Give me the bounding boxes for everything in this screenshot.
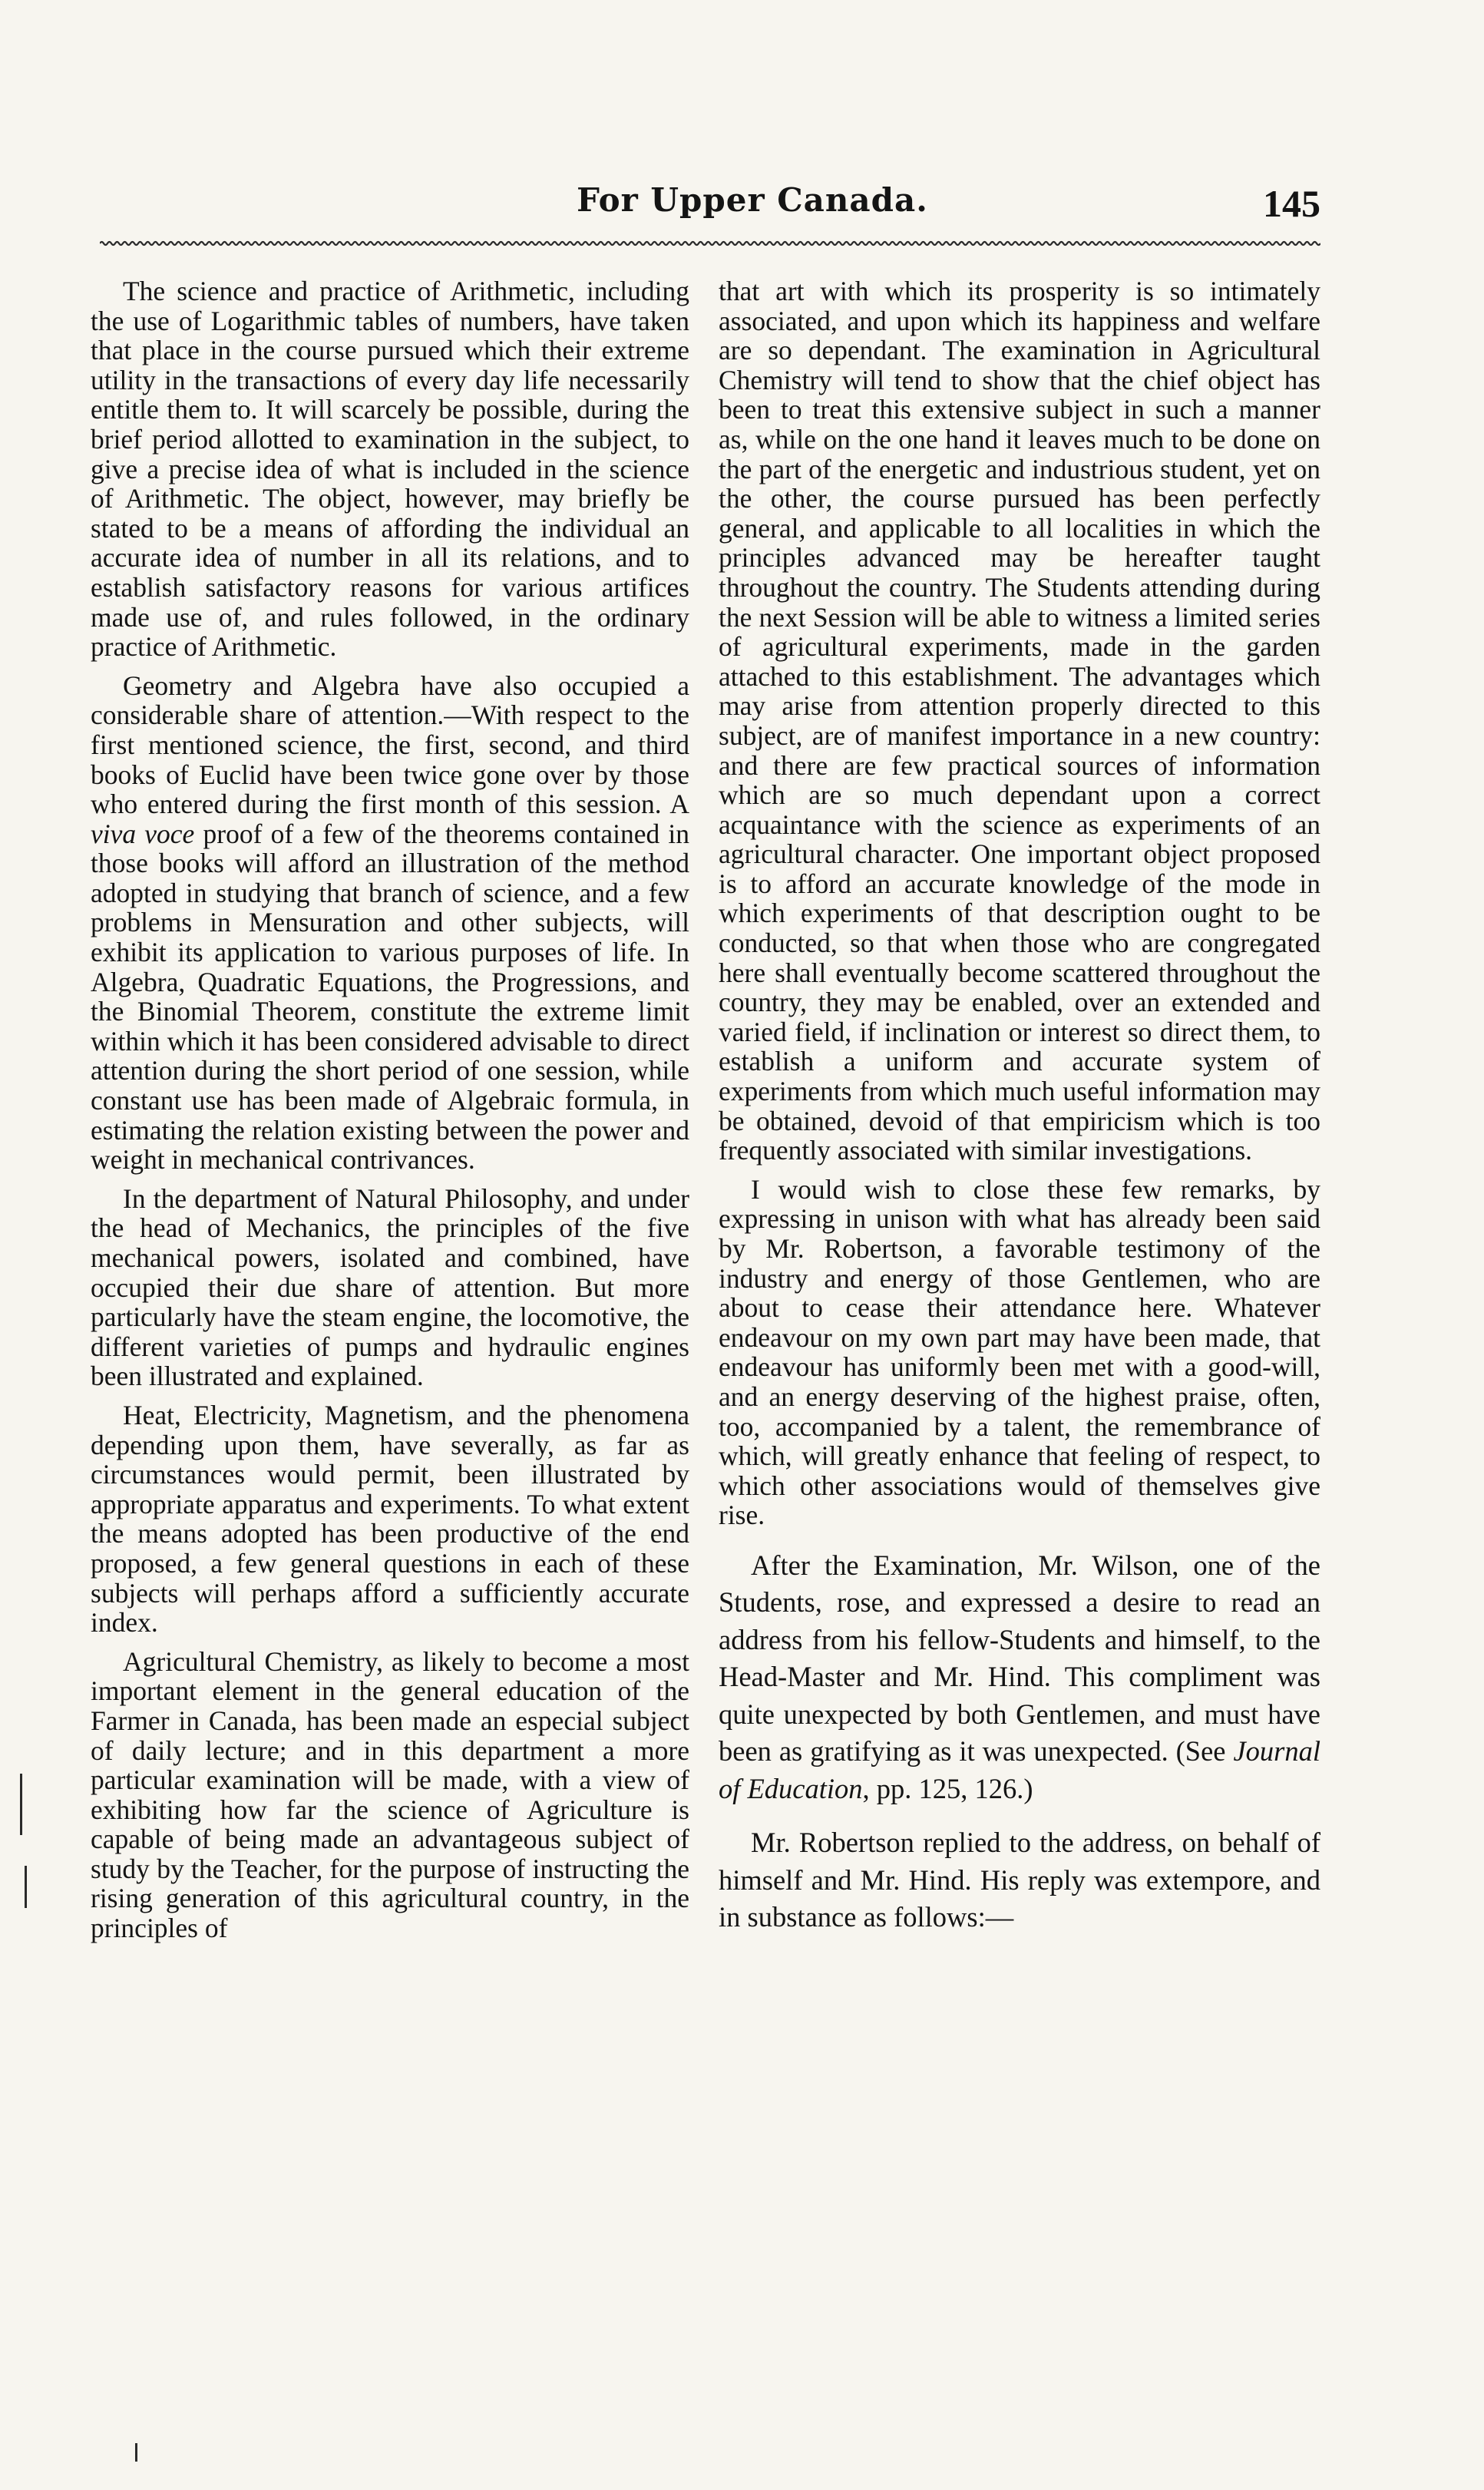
- paragraph-after-examination: [719, 1547, 1320, 1808]
- margin-mark: [20, 1774, 22, 1835]
- page-header: [100, 181, 1320, 243]
- margin-mark: [135, 2443, 137, 2462]
- running-head: For Upper Canada.: [577, 181, 928, 219]
- page-number: 145: [1263, 182, 1320, 225]
- paragraph-text: proof of a few of the theorems contained in those books will afford an illustration of the method adopted in studying that branch of science, and a few problems in Mensuration and other subjects, will exhibit its application to various purposes of life. In Algebra, Quadratic Equations, the Progressions, and the Binomial Theorem, constitute the extreme limit within which it has been considered advisable to direct attention during the short period of one session, while constant use has been made of Algebraic formula, in estimating the relation existing between the power and weight in mechanical contrivances.: [91, 818, 689, 1176]
- paragraph-continuation: that art with which its prosperity is so intimately associated, and upon which its happiness and welfare are so dependant. The examination in Agricultural Chemistry will tend to show that the chief object has been to treat this extensive subject in such a manner as, while on the one hand it leaves much to be done on the part of the energetic and industrious student, yet on the other, the course pursued has been perfectly general, and applicable to all localities in which the principles advanced may be hereafter taught throughout the country. The Students attending during the next Session will be able to witness a limited series of agricultural experiments, made in the garden attached to this establishment. The advantages which may arise from attention properly directed to this subject, are of manifest importance in a new country: and there are few practical sources of information which are so much dependant upon a correct acquaintance with the science as experiments of an agricultural character. One important object proposed is to afford an accurate knowledge of the mode in which experiments of that description ought to be conducted, so that when those who are congregated here shall eventually become scattered throughout the country, they may be enabled, over an extended and varied field, if inclination or interest so direct them, to establish a uniform and accurate system of experiments from which much useful information may be obtained, devoid of that empiricism which is too frequently associated with similar investigations.: [719, 276, 1320, 1166]
- margin-mark: [25, 1866, 27, 1908]
- paragraph-robertson-reply: Mr. Robertson replied to the address, on behalf of himself and Mr. Hind. His reply was extempore, and in substance as follows:—: [719, 1827, 1320, 1933]
- paragraph-text: After the Examination, Mr. Wilson, one of the Students, rose, and expressed a desire to read an address from his fellow-Students and himself, to the Head-Master and Mr. Hind. This compliment was quite unexpected by both Gentlemen, and must have been as gratifying as it was unexpected.: [719, 1549, 1320, 1767]
- italic-phrase: viva voce: [91, 818, 195, 849]
- paragraph-arithmetic: The science and practice of Arithmetic, including the use of Logarithmic tables of numbers, have taken that place in the course pursued which their extreme utility in the transactions of every day life necessarily entitle them to. It will scarcely be possible, during the brief period allotted to examination in the subject, to give a precise idea of what is included in the science of Arithmetic. The object, however, may briefly be stated to be a means of affording the individual an accurate idea of number in all its relations, and to establish satisfactory reasons for various artifices made use of, and rules followed, in the ordinary practice of Arithmetic.: [91, 276, 689, 663]
- paragraph-text: Geometry and Algebra have also occupied a considerable share of attention.—With respect to the first mentioned science, the first, second, and third books of Euclid have been twice gone over by those who entered during the first month of this session. A: [91, 670, 689, 820]
- paragraph-heat-electricity: Heat, Electricity, Magnetism, and the phenomena depending upon them, have severally, as far as circumstances would permit, been illustrated by appropriate apparatus and experiments. To what extent the means adopted has been productive of the end proposed, a few general questions in each of these subjects will perhaps afford a sufficiently accurate index.: [91, 1399, 689, 1639]
- paragraph-text: , pp. 125, 126.): [862, 1772, 1033, 1804]
- paragraph-agricultural-chemistry: Agricultural Chemistry, as likely to become a most important element in the general education of the Farmer in Canada, has been made an especial subject of daily lecture; and in this department a more particular examination will be made, with a view of exhibiting how far the science of Agriculture is capable of being made an advantageous subject of study by the Teacher, for the purpose of instructing the rising generation of this agricultural country, in the principles of: [91, 1645, 689, 1944]
- paragraph-text: (See: [1175, 1735, 1234, 1767]
- italic-journal-title: Journal of Education: [719, 1735, 1321, 1804]
- right-column: [719, 276, 1320, 1936]
- header-wavy-rule: [100, 240, 1320, 247]
- paragraph-geometry-algebra: [91, 671, 689, 1175]
- left-column: [91, 276, 689, 1943]
- paragraph-closing-remarks: I would wish to close these few remarks, by expressing in unison with what has already been said by Mr. Robertson, a favorable testimony of the industry and energy of those Gentlemen, who are about to cease their attendance here. Whatever endeavour on my own part may have been made, that endeavour has uniformly been met with a good-will, and an energy deserving of the highest praise, often, too, accompanied by a talent, the remembrance of which, will greatly enhance that feeling of respect, to which other associations would of themselves give rise.: [719, 1173, 1320, 1531]
- paragraph-natural-philosophy: In the department of Natural Philosophy, and under the head of Mechanics, the principles of the five mechanical powers, isolated and combined, have occupied their due share of attention. But more particularly have the steam engine, the locomotive, the different varieties of pumps and hydraulic engines been illustrated and explained.: [91, 1182, 689, 1392]
